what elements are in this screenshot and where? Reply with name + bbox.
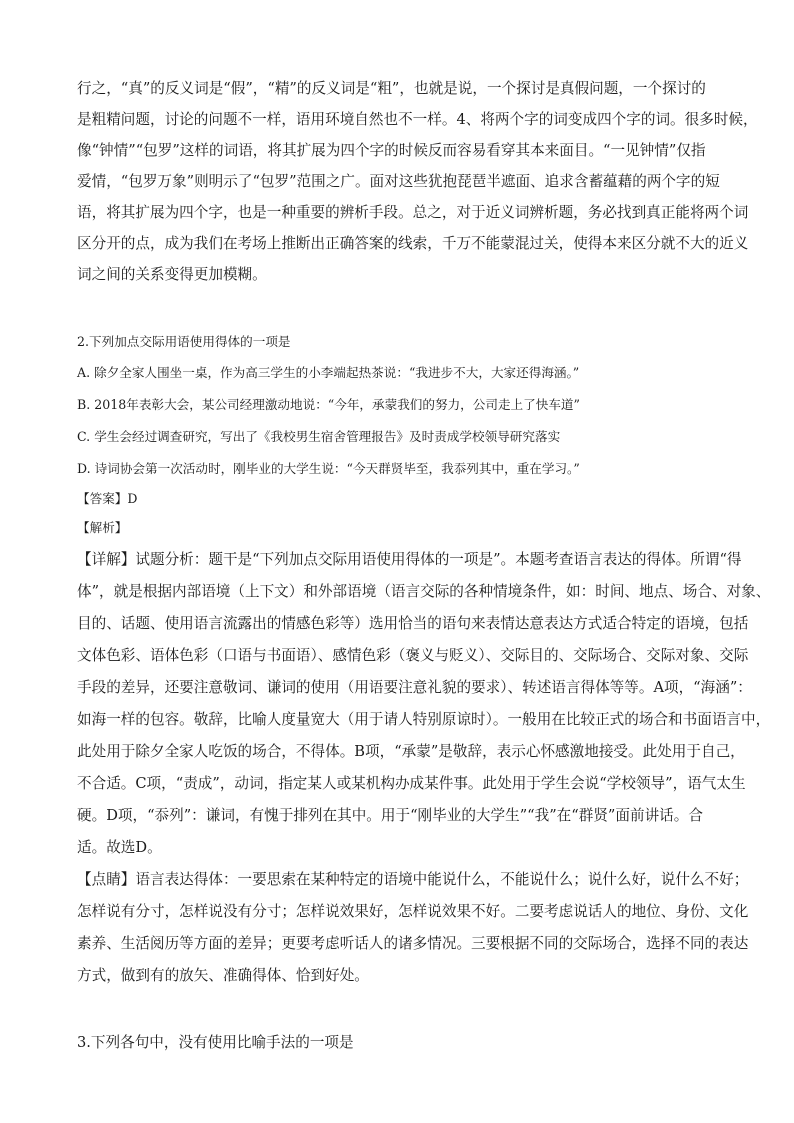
paragraph-line: 手段的差异，还要注意敬词、谦词的使用（用语要注意礼貌的要求）、转述语言得体等等。A项，“海涵”：	[77, 679, 752, 696]
analysis-label: 【解析】	[77, 520, 128, 535]
paragraph-line: 【详解】试题分析：题干是“下列加点交际用语使用得体的一项是”。本题考查语言表达的得体。所谓“得	[77, 551, 742, 568]
option-b: B. 2018年表彰大会，某公司经理激动地说：“今年，承蒙我们的努力，公司走上了快车道”	[77, 397, 580, 412]
question-3-stem: 3.下列各句中，没有使用比喻手法的一项是	[77, 1034, 354, 1051]
paragraph-line: 行之，“真”的反义词是“假”，“精”的反义词是“粗”，也就是说，一个探讨是真假问题，一个探讨的	[77, 80, 706, 97]
option-c: C. 学生会经过调查研究，写出了《我校男生宿舍管理报告》及时责成学校领导研究落实	[77, 429, 561, 444]
paragraph-line: 区分开的点，成为我们在考场上推断出正确答案的线索，千万不能蒙混过关，使得本来区分就不大的近义	[77, 235, 749, 252]
paragraph-line: 爱情，“包罗万象”则明示了“包罗”范围之广。面对这些犹抱琵琶半遮面、追求含蓄蕴藉的两个字的短	[77, 173, 720, 190]
paragraph-line: 硬。D项，“忝列”：谦词，有愧于排列在其中。用于“刚毕业的大学生”“我”在“群贤”面前讲话。合	[77, 807, 703, 824]
paragraph-line: 【点睛】语言表达得体：一要思索在某种特定的语境中能说什么，不能说什么；说什么好，说什么不好；	[77, 871, 749, 888]
paragraph-line: 素养、生活阅历等方面的差异；更要考虑听话人的诸多情况。三要根据不同的交际场合，选择不同的表达	[77, 935, 749, 952]
paragraph-line: 不合适。C项，“责成”，动词，指定某人或某机构办成某件事。此处用于学生会说“学校领导”，语气太生	[77, 775, 746, 792]
paragraph-line: 适。故选D。	[77, 839, 162, 856]
paragraph-line: 是粗精问题，讨论的问题不一样，语用环境自然也不一样。4、将两个字的词变成四个字的词。很多时候，	[77, 111, 758, 128]
paragraph-line: 文体色彩、语体色彩（口语与书面语）、感情色彩（褒义与贬义）、交际目的、交际场合、交际对象、交际	[77, 647, 749, 664]
option-d: D. 诗词协会第一次活动时，刚毕业的大学生说：“今天群贤毕至，我忝列其中，重在学习。”	[77, 461, 580, 476]
paragraph-line: 目的、话题、使用语言流露出的情感色彩等）选用恰当的语句来表情达意表达方式适合特定的语境，包括	[77, 615, 749, 632]
answer-label: 【答案】D	[77, 491, 138, 506]
question-2-stem: 2.下列加点交际用语使用得体的一项是	[77, 334, 291, 349]
option-a: A. 除夕全家人围坐一桌，作为高三学生的小李端起热茶说：“我进步不大，大家还得海涵。”	[77, 365, 580, 380]
paragraph-line: 如海一样的包容。敬辞，比喻人度量宽大（用于请人特别原谅时）。一般用在比较正式的场合和书面语言中，	[77, 711, 771, 728]
paragraph-line: 语，将其扩展为四个字，也是一种重要的辨析手段。总之，对于近义词辨析题，务必找到真正能将两个词	[77, 204, 749, 221]
paragraph-line: 怎样说有分寸，怎样说没有分寸；怎样说效果好，怎样说效果不好。二要考虑说话人的地位、身份、文化	[77, 903, 749, 920]
paragraph-line: 体”，就是根据内部语境（上下文）和外部语境（语言交际的各种情境条件，如：时间、地点、场合、对象、	[77, 583, 771, 600]
paragraph-line: 方式，做到有的放矢、准确得体、恰到好处。	[77, 967, 369, 984]
paragraph-line: 像“钟情”“包罗”这样的词语，将其扩展为四个字的时候反而容易看穿其本来面目。“一见钟情”仅指	[77, 142, 706, 159]
paragraph-line: 此处用于除夕全家人吃饭的场合，不得体。B项，“承蒙”是敬辞，表示心怀感激地接受。此处用于自己，	[77, 743, 745, 760]
paragraph-line: 词之间的关系变得更加模糊。	[77, 266, 267, 283]
